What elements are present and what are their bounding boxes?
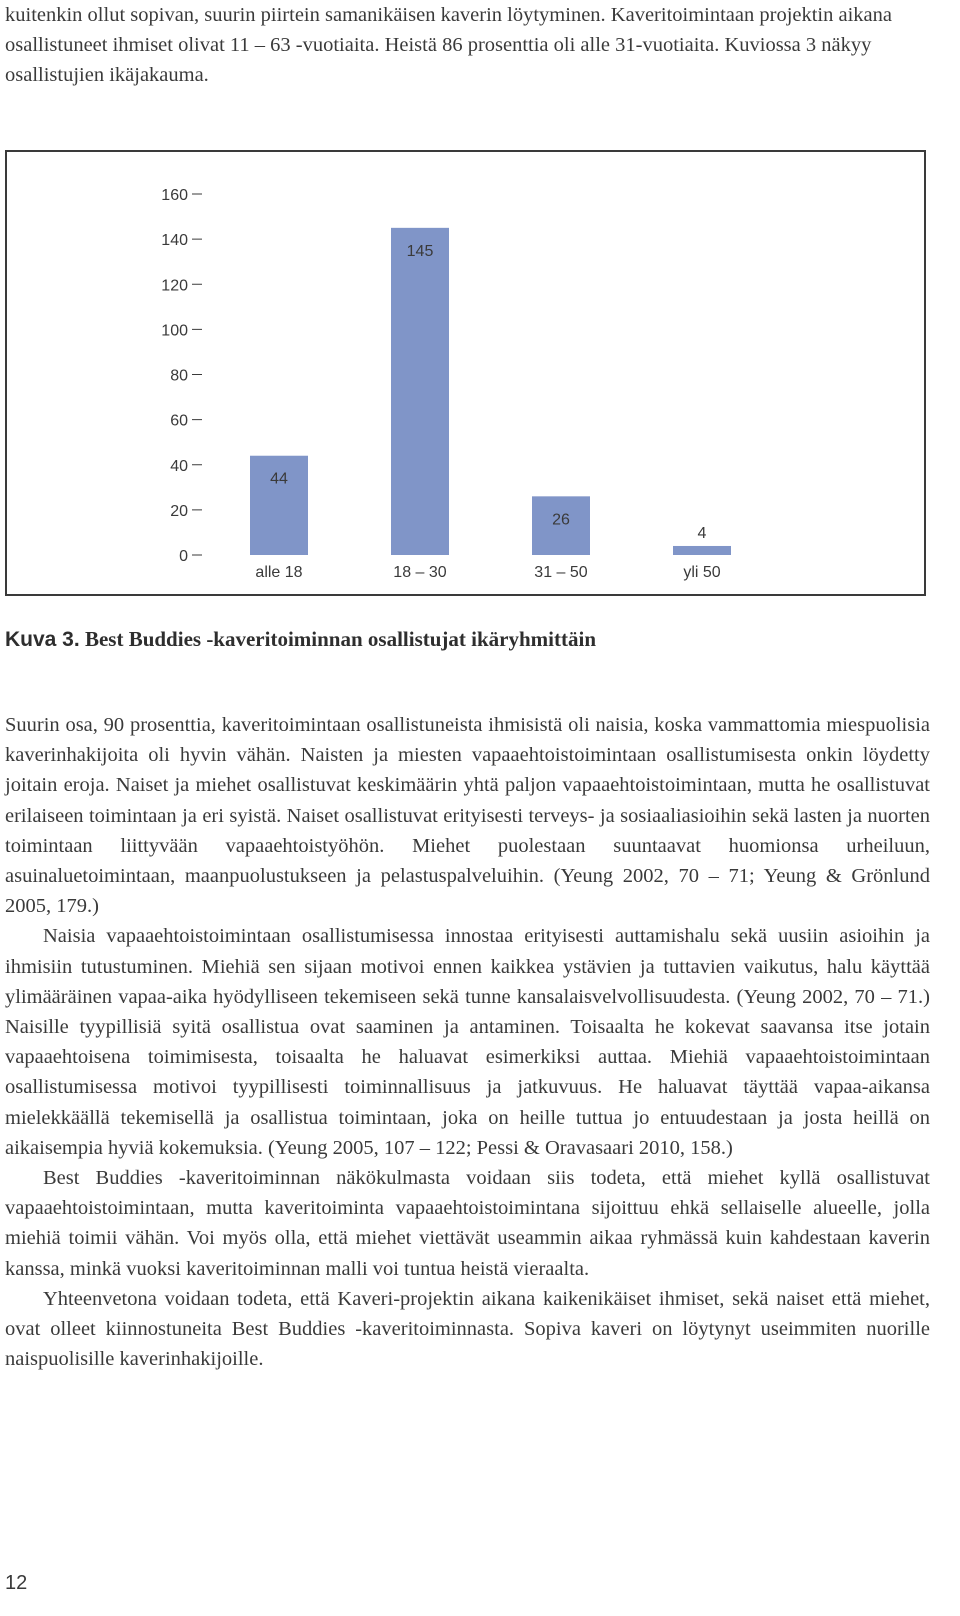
figure-caption-text: Best Buddies -kaveritoiminnan osallistujat ikäryhmittäin bbox=[84, 627, 597, 651]
paragraph-3: Best Buddies -kaveritoiminnan näkökulmasta voidaan siis todeta, että miehet kyllä osallistuvat vapaaehtoistoimintaan, mutta kaveritoiminta vapaaehtoistoimintana sijoittuu ehkä sellaiselle alueelle, jolla miehiä toimii vähän. Voi myös olla, että miehet viettävät useammin aikaa ryhmässä kuin kahdestaan kaverin kanssa, minkä vuoksi kaveritoiminnan malli voi tuntua heistä vieraalta. bbox=[5, 1167, 930, 1280]
paragraph-4: Yhteenvetona voidaan todeta, että Kaveri-projektin aikana kaikenikäiset ihmiset, sekä naiset että miehet, ovat olleet kiinnostuneita Best Buddies -kaveritoiminnasta. Sopiva kaveri on löytynyt useimmiten nuorille naispuolisille kaverinhakijoille. bbox=[5, 1287, 930, 1371]
y-tick-label: 80 bbox=[170, 367, 188, 385]
x-tick-label: 31 – 50 bbox=[534, 564, 588, 581]
data-label: 145 bbox=[406, 242, 434, 260]
bar bbox=[673, 546, 731, 555]
paragraph-1: Suurin osa, 90 prosenttia, kaveritoimintaan osallistuneista ihmisistä oli naisia, koska vammattomia miespuolisia kaverinhakijoita oli hyvin vähän. Naisten ja miesten vapaaehtoistoimintaan osallistumisesta onkin löydetty joitain eroja. Naiset ja miehet osallistuvat keskimäärin yhtä paljon vapaaehtoistoimintaan, mutta he osallistuvat erilaiseen toimintaan ja eri syistä. Naiset osallistuvat erityisesti terveys- ja sosiaaliasioihin sekä lasten ja nuorten toimintaan liittyvään vapaaehtoistyöhön. Miehet puolestaan suuntaavat huomionsa urheiluun, asuinaluetoimintaan, maanpuolustukseen ja pelastuspalveluihin. (Yeung 2002, 70 – 71; Yeung & Grönlund 2005, 179.) bbox=[5, 714, 930, 918]
data-label: 4 bbox=[697, 524, 707, 542]
age-distribution-chart bbox=[5, 150, 926, 596]
y-tick-label: 120 bbox=[161, 277, 188, 295]
page-number: 12 bbox=[5, 1572, 28, 1594]
figure-caption bbox=[5, 627, 596, 652]
y-tick-label: 20 bbox=[170, 502, 188, 520]
data-label: 44 bbox=[270, 470, 288, 488]
y-tick-label: 0 bbox=[179, 548, 188, 565]
y-tick-label: 100 bbox=[161, 322, 188, 340]
bar bbox=[391, 228, 449, 555]
chart-canvas bbox=[7, 152, 928, 598]
x-tick-label: 18 – 30 bbox=[393, 564, 447, 581]
y-tick-label: 40 bbox=[170, 457, 188, 475]
y-tick-label: 60 bbox=[170, 412, 188, 430]
y-tick-label: 140 bbox=[161, 232, 188, 250]
data-label: 26 bbox=[552, 511, 570, 529]
intro-paragraph: kuitenkin ollut sopivan, suurin piirtein samanikäisen kaverin löytyminen. Kaveritoimintaan projektin aikana osallistuneet ihmiset olivat 11 – 63 -vuotiaita. Heistä 86 prosenttia oli alle 31-vuotiaita. Kuviossa 3 näkyy osallistujien ikäjakauma. bbox=[5, 4, 892, 87]
x-tick-label: alle 18 bbox=[255, 564, 303, 581]
paragraph-2: Naisia vapaaehtoistoimintaan osallistumisessa innostaa erityisesti auttamishalu sekä uusiin asioihin ja ihmisiin tutustuminen. Miehiä sen sijaan motivoi ennen kaikkea ystävien ja tuttavien vaikutus, halu käyttää ylimääräinen vapaa-aika hyödylliseen tekemiseen sekä tunne kansalaisvelvollisuudesta. (Yeung 2002, 70 – 71.) Naisille tyypillisiä syitä osallistua ovat saaminen ja antaminen. Toisaalta he kokevat saavansa itse jotain vapaaehtoisena toimimisesta, toisaalta he haluavat esimerkiksi auttaa. Miehiä vapaaehtoistoimintaan osallistumisessa motivoi tyypillisesti toiminnallisuus ja jatkuvuus. He haluavat täyttää vapaa-aikansa mielekkäällä tekemisellä ja osallistua toimintaan, joka on heille tuttua jo entuudestaan ja josta heillä on aikaisempia hyviä kokemuksia. (Yeung 2005, 107 – 122; Pessi & Oravasaari 2010, 158.) bbox=[5, 925, 930, 1159]
body-text bbox=[5, 710, 930, 1374]
y-tick-label: 160 bbox=[161, 187, 188, 204]
figure-caption-label: Kuva 3. bbox=[5, 628, 80, 651]
x-tick-label: yli 50 bbox=[683, 564, 721, 581]
